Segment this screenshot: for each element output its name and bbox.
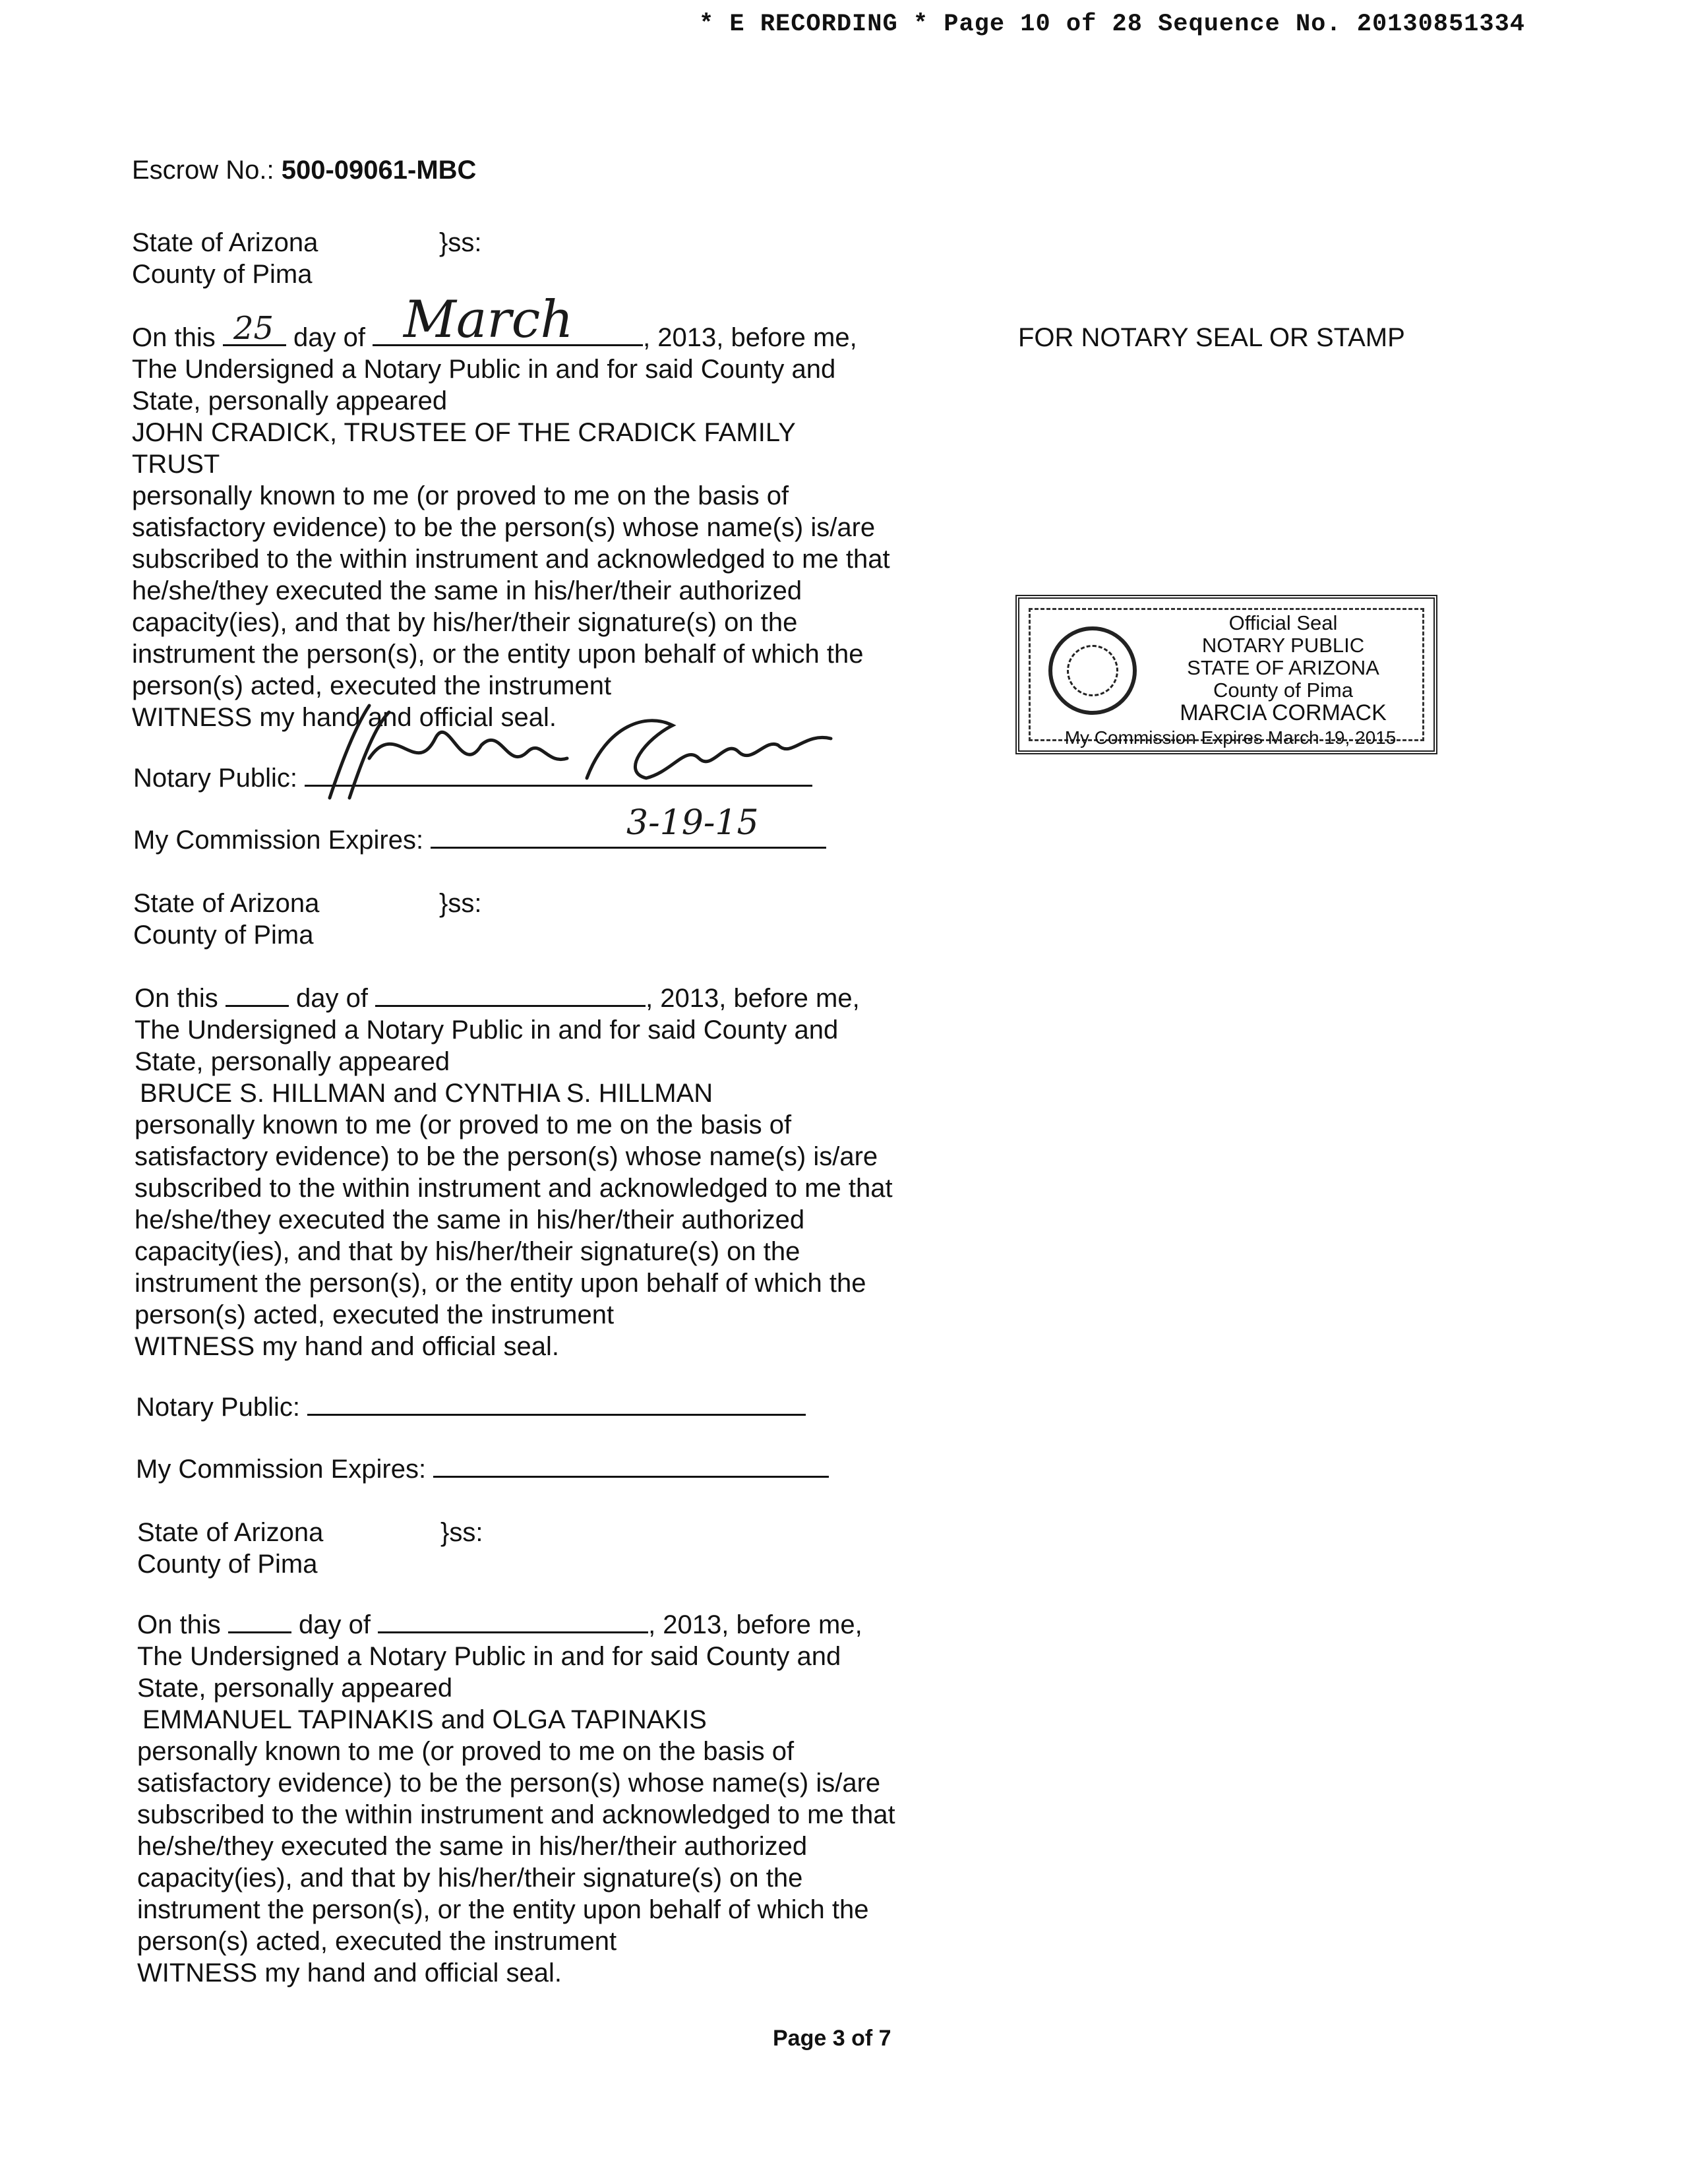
ack2-ss: }ss: — [439, 889, 482, 918]
text-line: he/she/they executed the same in his/her/their authorized — [135, 1205, 805, 1234]
body-line: The Undersigned a Notary Public in and for said County and — [132, 355, 836, 384]
text-line: he/she/they executed the same in his/her/their authorized — [132, 576, 802, 605]
ack2-county: County of Pima — [133, 921, 314, 950]
text-line: instrument the person(s), or the entity upon behalf of which the — [132, 640, 864, 669]
on-this-label: On this — [135, 984, 218, 1013]
on-this-label: On this — [137, 1610, 221, 1639]
ack3-ss: }ss: — [440, 1518, 483, 1547]
day-of-label: day of — [298, 1610, 371, 1639]
text-line: personally known to me (or proved to me on the basis of — [137, 1737, 795, 1766]
text-line: WITNESS my hand and official seal. — [137, 1958, 562, 1987]
handwritten-month: March — [404, 290, 574, 349]
text-line: personally known to me (or proved to me on the basis of — [135, 1110, 792, 1139]
notary-signature-line — [307, 1393, 806, 1416]
notary-public-label: Notary Public: — [136, 1393, 300, 1422]
handwritten-day: 25 — [233, 310, 274, 347]
escrow-number: 500-09061-MBC — [281, 156, 477, 185]
text-line: satisfactory evidence) to be the person(s) whose name(s) is/are — [132, 513, 876, 542]
month-blank — [375, 984, 646, 1007]
body-line: The Undersigned a Notary Public in and for said County and — [137, 1642, 841, 1671]
ack2-state: State of Arizona — [133, 889, 320, 918]
emblem-inner-ring — [1067, 645, 1118, 696]
party-line: TRUST — [132, 450, 220, 479]
text-line: satisfactory evidence) to be the person(s) whose name(s) is/are — [137, 1769, 881, 1798]
page-footer: Page 3 of 7 — [773, 2026, 891, 2051]
text-line: subscribed to the within instrument and acknowledged to me that — [137, 1800, 895, 1829]
notary-seal-label: FOR NOTARY SEAL OR STAMP — [1018, 323, 1405, 352]
ack1-ss: }ss: — [439, 228, 482, 257]
seal-line-1: Official Seal — [1228, 611, 1338, 634]
ack2-body — [135, 1014, 893, 1362]
escrow-label: Escrow No.: — [132, 156, 274, 185]
text-line: subscribed to the within instrument and acknowledged to me that — [132, 545, 890, 574]
day-of-label: day of — [293, 323, 365, 352]
body-line: State, personally appeared — [137, 1674, 453, 1703]
seal-line-6: My Commission Expires March 19, 2015 — [1064, 727, 1397, 748]
text-line: he/she/they executed the same in his/her/their authorized — [137, 1832, 808, 1861]
ack3-county: County of Pima — [137, 1550, 318, 1579]
ack2-notary-line — [136, 1391, 806, 1423]
notary-seal-stamp — [1015, 595, 1437, 754]
text-line: personally known to me (or proved to me on the basis of — [132, 481, 789, 510]
commission-label: My Commission Expires: — [133, 826, 424, 855]
ack2-commission-line — [136, 1453, 829, 1485]
day-blank — [228, 1610, 291, 1633]
text-line: subscribed to the within instrument and acknowledged to me that — [135, 1174, 893, 1203]
seal-line-2: NOTARY PUBLIC — [1201, 634, 1365, 657]
text-line: capacity(ies), and that by his/her/their signature(s) on the — [135, 1237, 800, 1266]
year-label: , 2013, before me, — [648, 1610, 862, 1639]
seal-line-5: MARCIA CORMACK — [1180, 700, 1387, 725]
ack3-body — [137, 1641, 895, 1989]
state-seal-emblem — [1048, 626, 1137, 715]
month-blank — [378, 1610, 648, 1633]
notary-signature — [303, 699, 844, 811]
text-line: instrument the person(s), or the entity upon behalf of which the — [135, 1269, 866, 1298]
on-this-label: On this — [132, 323, 216, 352]
ack3-date-line — [137, 1609, 862, 1641]
recording-header: * E RECORDING * Page 10 of 28 Sequence No. 20130851334 — [699, 11, 1525, 38]
ack2-date-line — [135, 983, 860, 1014]
ack1-state: State of Arizona — [132, 228, 318, 257]
handwritten-expiry: 3-19-15 — [626, 803, 759, 843]
year-label: , 2013, before me, — [646, 984, 860, 1013]
ack3-state: State of Arizona — [137, 1518, 324, 1547]
text-line: instrument the person(s), or the entity upon behalf of which the — [137, 1895, 869, 1924]
day-of-label: day of — [295, 984, 368, 1013]
escrow-line — [132, 154, 476, 186]
year-label: , 2013, before me, — [643, 323, 857, 352]
text-line: person(s) acted, executed the instrument — [135, 1300, 615, 1329]
body-line: State, personally appeared — [135, 1047, 450, 1076]
seal-line-3: STATE OF ARIZONA — [1187, 656, 1379, 679]
ack1-body — [132, 353, 890, 733]
commission-label: My Commission Expires: — [136, 1455, 427, 1484]
body-line: State, personally appeared — [132, 386, 448, 415]
ack1-county: County of Pima — [132, 260, 313, 289]
day-blank — [226, 984, 289, 1007]
text-line: capacity(ies), and that by his/her/their signature(s) on the — [132, 608, 798, 637]
notary-public-label: Notary Public: — [133, 764, 297, 793]
text-line: WITNESS my hand and official seal. — [135, 1332, 559, 1361]
party-line: JOHN CRADICK, TRUSTEE OF THE CRADICK FAMILY — [132, 418, 796, 447]
text-line: capacity(ies), and that by his/her/their signature(s) on the — [137, 1864, 803, 1893]
text-line: person(s) acted, executed the instrument — [132, 671, 612, 700]
seal-line-4: County of Pima — [1213, 679, 1353, 702]
text-line: person(s) acted, executed the instrument — [137, 1927, 617, 1956]
body-line: The Undersigned a Notary Public in and for said County and — [135, 1016, 839, 1045]
commission-line — [433, 1455, 829, 1478]
text-line: satisfactory evidence) to be the person(s) whose name(s) is/are — [135, 1142, 878, 1171]
party-line: EMMANUEL TAPINAKIS and OLGA TAPINAKIS — [142, 1705, 707, 1734]
party-line: BRUCE S. HILLMAN and CYNTHIA S. HILLMAN — [140, 1079, 713, 1108]
text-line: WITNESS my hand and official seal. — [132, 703, 557, 732]
